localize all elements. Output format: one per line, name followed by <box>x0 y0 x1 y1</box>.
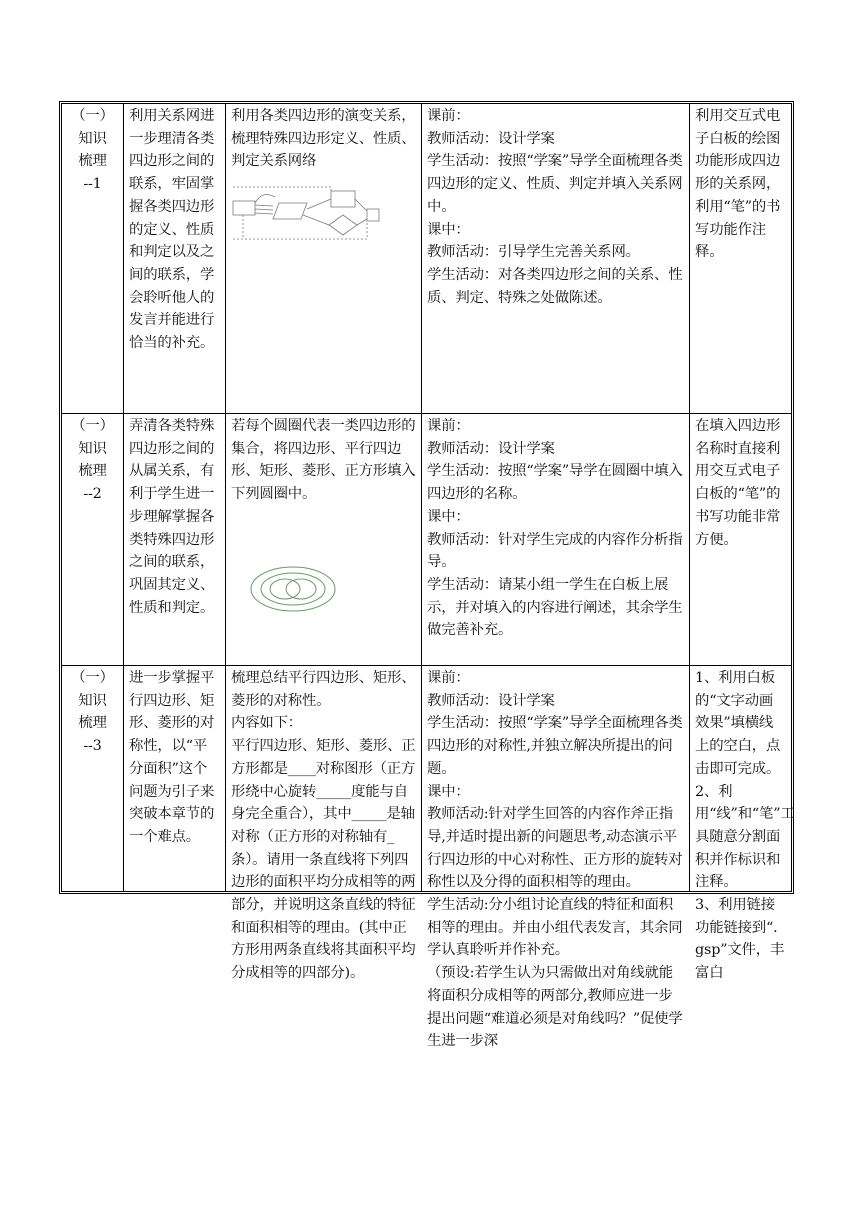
activity-line: 课前： <box>427 418 470 434</box>
connector-lines <box>255 195 275 214</box>
quadrilateral-box <box>233 201 255 215</box>
goal-cell <box>124 666 226 892</box>
activity-line: 学生活动：按照“学案”导学全面梳理各类四边形的对称性,并独立解决所提出的问题。 <box>427 715 683 777</box>
tech-cell <box>690 666 795 982</box>
section-cell <box>62 414 124 666</box>
activity-line: 学生活动：对各类四边形之间的关系、性质、判定、特殊之处做陈述。 <box>427 266 683 306</box>
tech-cell <box>690 414 792 666</box>
goal-text: 进一步掌握平行四边形、矩形、菱形的对称性，以“平分面积”这个问题为引子来突破本章节的一个难点。 <box>129 670 215 845</box>
content-text: 若每个圆圈代表一类四边形的集合，将四边形、平行四边形、矩形、菱形、正方形填入下列圆圈中。 <box>231 418 416 503</box>
activity-line: 学生活动：请某小组一学生在白板上展示，并对填入的内容进行阐述，其余学生做完善补充。 <box>427 576 683 639</box>
tech-line: 2、利用“线”和“笔”工具随意分割面积并作标识和注释。 <box>695 783 795 891</box>
section-label: （一） <box>71 108 114 124</box>
activity-cell <box>422 666 690 1050</box>
section-label: 梳理 <box>78 463 107 480</box>
square-shape <box>367 209 379 221</box>
section-label: （一） <box>71 670 114 686</box>
goal-cell <box>124 414 226 666</box>
activity-line: 课前： <box>427 670 470 686</box>
activity-line: 课中： <box>427 508 470 525</box>
section-label: 知识 <box>78 440 107 457</box>
section-label: 知识 <box>78 692 107 709</box>
section-label: --1 <box>83 176 102 193</box>
content-line: 平行四边形、矩形、菱形、正方形都是____对称图形（正方形绕中心旋转_____度能与自身完全重合），其中_____是轴对称（正方形的对称轴有_条）。请用一条直线将下列四边形的面积平均分成相等的两部分，并说明这条直线的特征和面积相等的理由。(其中正方形用两条直线将其面积平均分成相等的四部分)。 <box>231 738 416 982</box>
tech-cell <box>690 104 792 414</box>
activity-line: 教师活动：设计学案 <box>427 692 555 709</box>
section-cell <box>62 666 124 892</box>
section-label: 知识 <box>78 130 107 147</box>
lesson-plan-table <box>61 103 795 1050</box>
tech-text: 在填入四边形名称时直接利用交互式电子白板的“笔”的书写功能非常方便。 <box>695 418 781 548</box>
activity-line: 课前： <box>427 108 470 124</box>
tech-text: 利用交互式电子白板的绘图功能形成四边形的关系网，利用“笔”的书写功能作注释。 <box>695 108 781 261</box>
activity-line: 课中： <box>427 783 470 800</box>
content-cell <box>226 414 422 666</box>
rhombus-shape <box>329 215 357 235</box>
activity-line: 学生活动：按照“学案”导学全面梳理各类四边形的定义、性质、判定并填入关系网中。 <box>427 153 683 215</box>
connector-lines <box>233 187 367 239</box>
activity-cell <box>422 104 690 414</box>
activity-line: 教师活动：设计学案 <box>427 440 555 457</box>
activity-line: 教师活动：设计学案 <box>427 130 555 147</box>
parallelogram-shape <box>273 203 307 219</box>
table-row <box>62 104 792 414</box>
section-label: 梳理 <box>78 153 107 170</box>
goal-text: 弄清各类特殊四边形之间的从属关系，有利于学生进一步理解掌握各类特殊四边形之间的联系，巩固其定义、性质和判定。 <box>129 418 215 616</box>
activity-line: 教师活动:针对学生回答的内容作斧正指导,并适时提出新的问题思考,动态演示平行四边形的中心对称性、正方形的旋转对称性以及分得的面积相等的理由。 <box>427 806 683 891</box>
activity-line: 学生活动:分小组讨论直线的特征和面积相等的理由。并由小组代表发言，其余同学认真聆听并作补充。 <box>427 897 683 959</box>
section-cell <box>62 104 124 414</box>
tech-line: 1、利用白板的“文字动画效果”填横线上的空白，点击即可完成。 <box>695 670 781 777</box>
tech-line: 3、利用链接功能链接到“.gsp”文件，丰富白 <box>695 897 785 982</box>
section-label: --3 <box>83 738 102 755</box>
rectangle-shape <box>331 191 355 207</box>
content-line: 梳理总结平行四边形、矩形、菱形的对称性。 <box>231 670 416 709</box>
content-cell <box>226 104 422 414</box>
activity-cell <box>422 414 690 666</box>
activity-line: 学生活动：按照“学案”导学在圆圈中填入四边形的名称。 <box>427 463 683 503</box>
activity-line: 教师活动：针对学生完成的内容作分析指导。 <box>427 531 683 571</box>
rectangle-circle <box>270 579 300 599</box>
activity-line: （预设:若学生认为只需做出对角线就能将面积分成相等的两部分,教师应进一步提出问题“难道必须是对角线吗？”促使学生进一步深 <box>427 965 683 1050</box>
section-label: （一） <box>71 418 114 434</box>
table-row <box>62 666 792 892</box>
content-text: 利用各类四边形的演变关系，梳理特殊四边形定义、性质、判定关系网络 <box>231 108 416 170</box>
table-row <box>62 414 792 666</box>
section-label: --2 <box>83 486 102 503</box>
activity-line: 课中： <box>427 221 470 238</box>
rhombus-circle <box>286 579 316 599</box>
goal-cell <box>124 104 226 414</box>
quadrilateral-circle <box>251 567 335 611</box>
content-line: 内容如下： <box>231 715 302 732</box>
activity-line: 教师活动：引导学生完善关系网。 <box>427 244 640 261</box>
venn-circles-diagram <box>249 564 339 614</box>
quadrilateral-relation-diagram <box>231 179 381 251</box>
goal-text: 利用关系网进一步理清各类四边形之间的联系，牢固掌握各类四边形的定义、性质和判定以及之间的联系，学会聆听他人的发言并能进行恰当的补充。 <box>129 108 215 352</box>
parallelogram-circle <box>261 573 325 605</box>
content-cell <box>226 666 422 982</box>
section-label: 梳理 <box>78 715 107 732</box>
